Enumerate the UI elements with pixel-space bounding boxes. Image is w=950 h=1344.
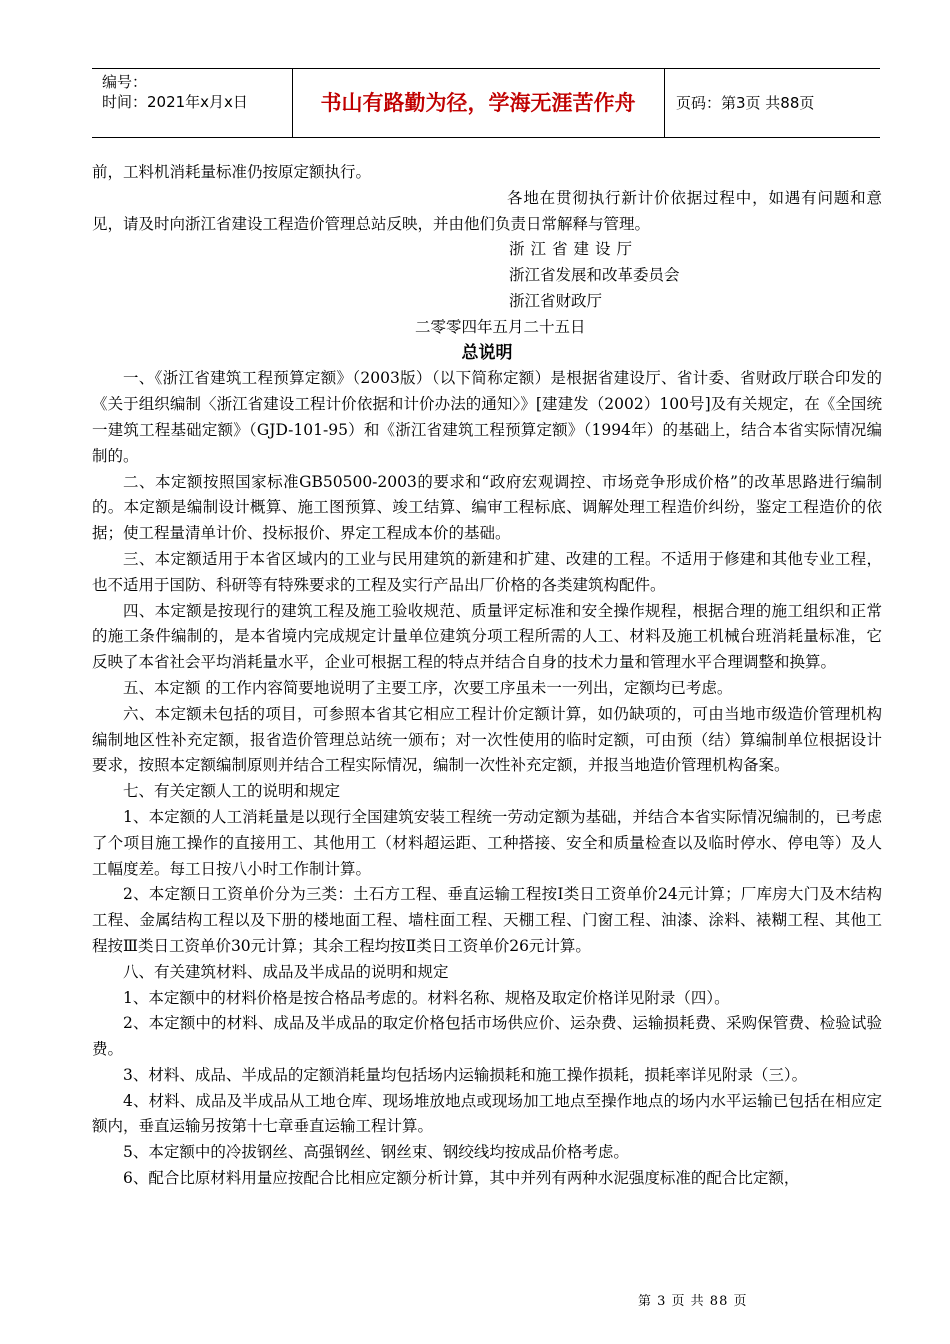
paragraph: 2、本定额日工资单价分为三类：土石方工程、垂直运输工程按Ⅰ类日工资单价24元计算；厂库房大门及木结构工程、金属结构工程以及下册的楼地面工程、墙柱面工程、天棚工程、门窗工程、油漆、涂料、裱糊工程、其他工程按Ⅲ类日工资单价30元计算；其余工程均按Ⅱ类日工资单价26元计算。	[92, 885, 882, 955]
section-title: 总说明	[461, 342, 513, 363]
paragraph: 三、本定额适用于本省区域内的工业与民用建筑的新建和扩建、改建的工程。不适用于修建和其他专业工程，也不适用于国防、科研等有特殊要求的工程及实行产品出厂价格的各类建筑构配件。	[92, 549, 882, 594]
paragraph: 一、《浙江省建筑工程预算定额》（2003版）（以下简称定额）是根据省建设厅、省计委、省财政厅联合印发的《关于组织编制〈浙江省建设工程计价依据和计价办法的通知〉》[建建发（2002）100号]及有关规定，在《全国统一建筑工程基础定额》（GJD-101-95）和《浙江省建筑工程预算定额》（1994年）的基础上，结合本省实际情况编制的。	[92, 369, 882, 465]
paragraph: 四、本定额是按现行的建筑工程及施工验收规范、质量评定标准和安全操作规程，根据合理的施工组织和正常的施工条件编制的，是本省境内完成规定计量单位建筑分项工程所需的人工、材料及施工机械台班消耗量标准，它反映了本省社会平均消耗量水平，企业可根据工程的特点并结合自身的技术力量和管理水平合理调整和换算。	[92, 601, 882, 672]
paragraph: 六、本定额未包括的项目，可参照本省其它相应工程计价定额计算，如仍缺项的，可由当地市级造价管理机构编制地区性补充定额，报省造价管理总站统一颁布；对一次性使用的临时定额，可由预（结）算编制单位根据设计要求，按照本定额编制原则并结合工程实际情况，编制一次性补充定额，并报当地造价管理机构备案。	[92, 704, 882, 775]
document-body	[92, 160, 882, 1192]
paragraph: 二、本定额按照国家标准GB50500-2003的要求和“政府宏观调控、市场竞争形成价格”的改革思路进行编制的。本定额是编制设计概算、施工图预算、竣工结算、编审工程标底、调解处理工程造价纠纷，鉴定工程造价的依据；使工程量清单计价、投标报价、界定工程成本价的基础。	[92, 472, 882, 543]
header-meta	[92, 69, 293, 137]
date-line: 二零零四年五月二十五日	[415, 317, 586, 336]
paragraph: 1、本定额的人工消耗量是以现行全国建筑安装工程统一劳动定额为基础，并结合本省实际情况编制的，已考虑了个项目施工操作的直接用工、其他用工（材料超运距、工种搭接、安全和质量检查以及临时停水、停电等）及人工幅度差。每工日按八小时工作制计算。	[92, 807, 882, 878]
paragraph: 3、材料、成品、半成品的定额消耗量均包括场内运输损耗和施工操作损耗，损耗率详见附录（三）。	[123, 1065, 808, 1084]
paragraph: 6、配合比原材料用量应按配合比相应定额分析计算，其中并列有两种水泥强度标准的配合比定额，	[123, 1169, 800, 1188]
number-label: 编号：	[102, 73, 148, 91]
motto: 书山有路勤为径，学海无涯苦作舟	[292, 69, 665, 137]
paragraph: 4、材料、成品及半成品从工地仓库、现场堆放地点或现场加工地点至操作地点的场内水平运输已包括在相应定额内，垂直运输另按第十七章垂直运输工程计算。	[92, 1091, 882, 1136]
paragraph: 2、本定额中的材料、成品及半成品的取定价格包括市场供应价、运杂费、运输损耗费、采购保管费、检验试验费。	[92, 1014, 882, 1059]
page-header	[92, 68, 880, 138]
signature-line: 浙江省发展和改革委员会	[509, 266, 680, 285]
signature-line: 浙江省建设厅	[509, 240, 639, 259]
paragraph: 1、本定额中的材料价格是按合格品考虑的。材料名称、规格及取定价格详见附录（四）。	[123, 988, 730, 1007]
signature-line: 浙江省财政厅	[509, 291, 603, 310]
paragraph: 八、有关建筑材料、成品及半成品的说明和规定	[123, 962, 449, 981]
page-footer: 第 3 页 共 88 页	[638, 1294, 748, 1309]
paragraph: 各地在贯彻执行新计价依据过程中，如遇有问题和意见，请及时向浙江省建设工程造价管理总站反映，并由他们负责日常解释与管理。	[92, 188, 882, 233]
paragraph: 5、本定额中的冷拔钢丝、高强钢丝、钢丝束、钢绞线均按成品价格考虑。	[123, 1143, 629, 1162]
paragraph: 七、有关定额人工的说明和规定	[123, 782, 341, 801]
paragraph: 前，工料机消耗量标准仍按原定额执行。	[92, 163, 372, 181]
page-label: 页码：第3页 共88页	[676, 94, 815, 112]
time-label: 时间：2021年x月x日	[102, 93, 248, 111]
paragraph: 五、本定额 的工作内容简要地说明了主要工序，次要工序虽未一一列出，定额均已考虑。	[123, 678, 733, 697]
